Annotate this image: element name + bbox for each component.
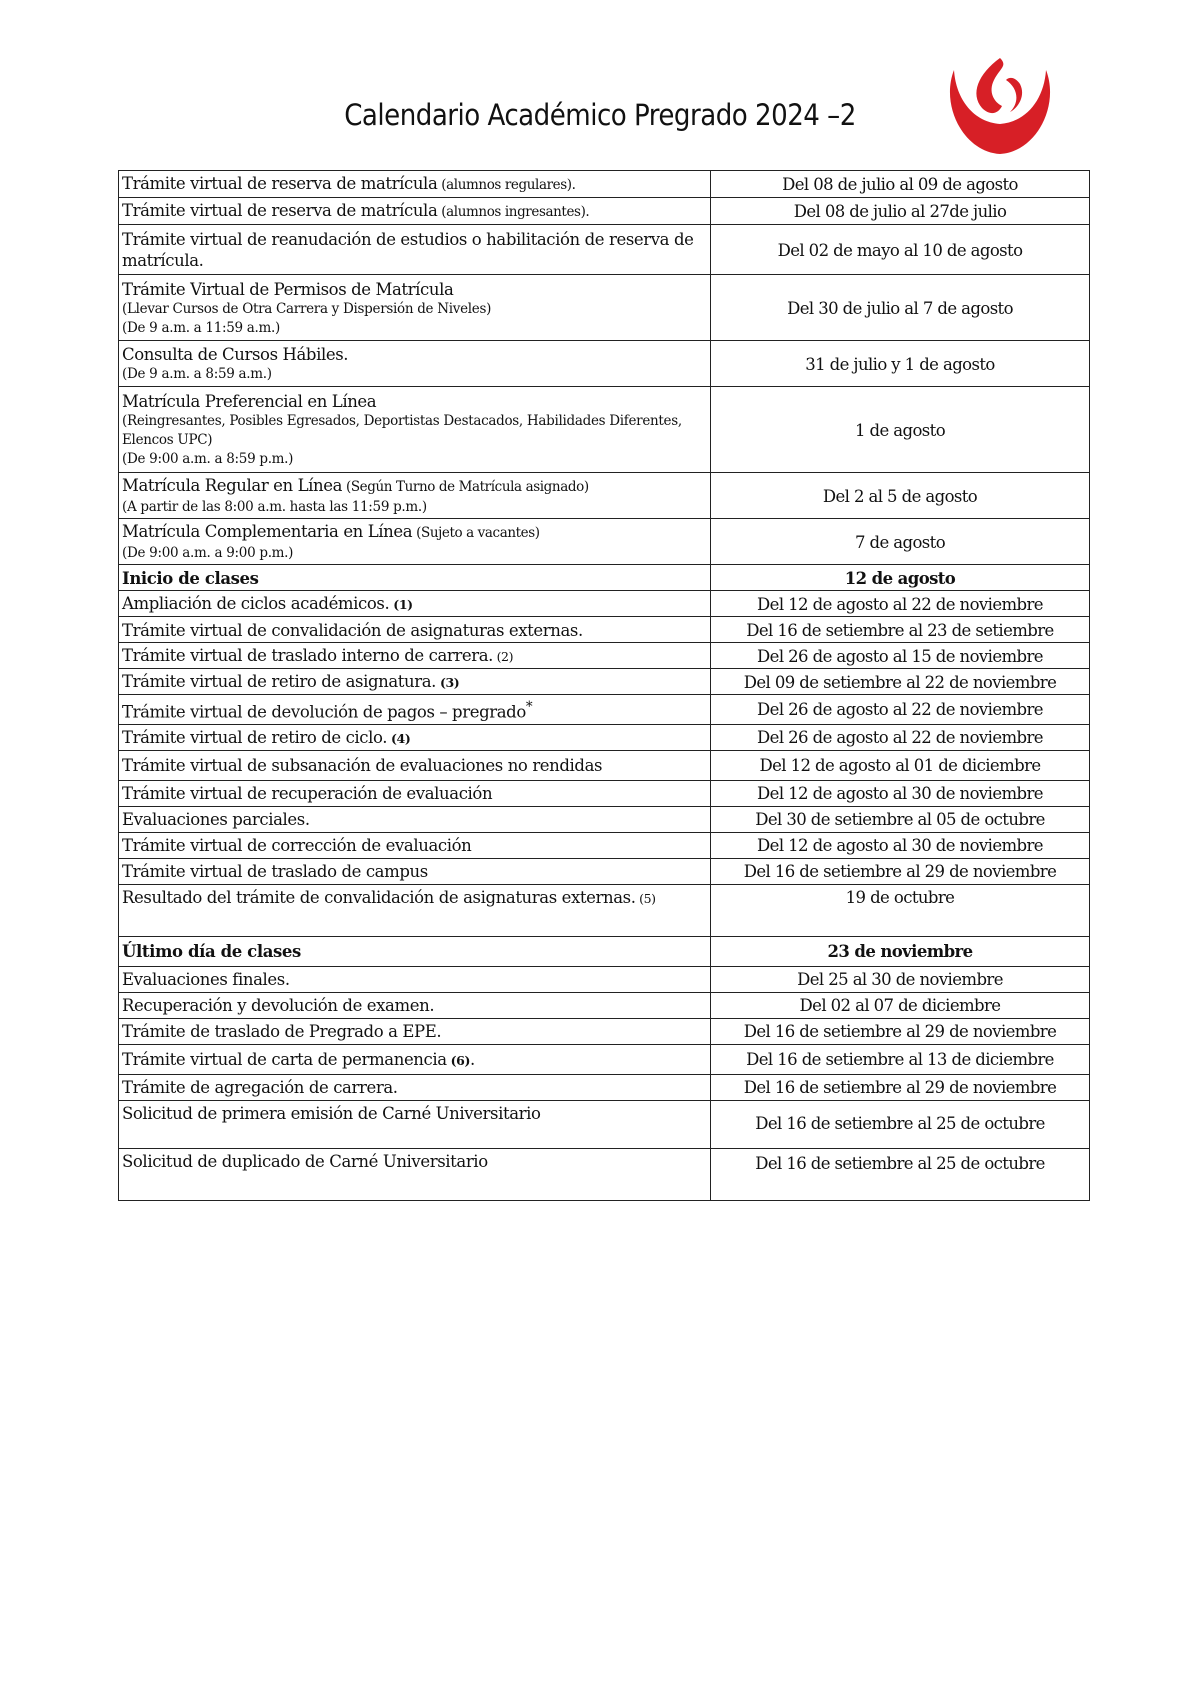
date-cell: Del 16 de setiembre al 25 de octubre: [711, 1148, 1090, 1200]
table-row: [119, 387, 1090, 473]
date-cell: Del 16 de setiembre al 23 de setiembre: [711, 617, 1090, 643]
table-row: [119, 617, 1090, 643]
activity-cell: [119, 750, 711, 780]
activity-label: Trámite virtual de recuperación de evaluación: [122, 784, 493, 803]
activity-cell: [119, 275, 711, 341]
activity-label: Trámite virtual de devolución de pagos – pregrado: [122, 702, 526, 722]
activity-label: Resultado del trámite de convalidación de asignaturas externas.: [122, 887, 636, 907]
activity-detail: (De 9 a.m. a 11:59 a.m.): [122, 319, 281, 336]
date-cell: 12 de agosto: [711, 565, 1090, 591]
activity-label: Matrícula Complementaria en Línea: [122, 522, 413, 541]
activity-label: Trámite virtual de subsanación de evaluaciones no rendidas: [122, 756, 603, 775]
activity-label: Evaluaciones parciales.: [122, 810, 310, 829]
activity-qualifier: (Sujeto a vacantes): [412, 525, 540, 541]
date-cell: 31 de julio y 1 de agosto: [711, 341, 1090, 387]
footnote-ref: (4): [387, 730, 411, 746]
activity-cell: [119, 1100, 711, 1148]
page-title: Calendario Académico Pregrado 2024 –2: [344, 98, 856, 132]
activity-cell: [119, 724, 711, 750]
activity-label: Trámite virtual de carta de permanencia: [122, 1049, 447, 1069]
activity-cell: [119, 1018, 711, 1044]
activity-label: Trámite virtual de convalidación de asignaturas externas.: [122, 620, 583, 640]
date-cell: Del 08 de julio al 09 de agosto: [711, 171, 1090, 198]
activity-cell: [119, 341, 711, 387]
activity-cell: [119, 858, 711, 884]
activity-qualifier: (Según Turno de Matrícula asignado): [342, 479, 589, 495]
activity-detail: (Llevar Cursos de Otra Carrera y Dispersión de Niveles): [122, 300, 492, 317]
activity-label: Trámite virtual de reserva de matrícula: [122, 174, 438, 193]
activity-label: Trámite virtual de reanudación de estudios o habilitación de reserva de matrícula.: [122, 230, 694, 270]
date-cell: Del 30 de julio al 7 de agosto: [711, 275, 1090, 341]
activity-label: Inicio de clases: [122, 568, 259, 588]
activity-cell: [119, 225, 711, 275]
activity-label: Último día de clases: [122, 942, 301, 961]
footnote-ref: (3): [436, 675, 460, 690]
activity-cell: [119, 1044, 711, 1074]
date-cell: Del 12 de agosto al 22 de noviembre: [711, 591, 1090, 617]
activity-detail: (De 9:00 a.m. a 9:00 p.m.): [122, 545, 294, 561]
date-cell: Del 16 de setiembre al 29 de noviembre: [711, 858, 1090, 884]
activity-cell: [119, 565, 711, 591]
table-row: [119, 832, 1090, 858]
activity-label: Consulta de Cursos Hábiles.: [122, 345, 349, 364]
asterisk-mark: *: [525, 699, 533, 715]
table-row: [119, 724, 1090, 750]
activity-detail: (De 9:00 a.m. a 8:59 p.m.): [122, 451, 294, 467]
footnote-ref: (1): [389, 597, 413, 612]
date-cell: 7 de agosto: [711, 519, 1090, 565]
table-row: [119, 992, 1090, 1018]
date-cell: 23 de noviembre: [711, 936, 1090, 966]
activity-label: Trámite virtual de traslado interno de carrera.: [122, 646, 493, 665]
date-cell: Del 26 de agosto al 22 de noviembre: [711, 695, 1090, 725]
activity-cell: [119, 992, 711, 1018]
table-row: [119, 858, 1090, 884]
table-row: [119, 1044, 1090, 1074]
activity-qualifier: (alumnos ingresantes).: [437, 204, 590, 220]
table-row: [119, 1018, 1090, 1044]
activity-cell: [119, 198, 711, 225]
activity-qualifier: (alumnos regulares).: [437, 177, 576, 193]
date-cell: Del 09 de setiembre al 22 de noviembre: [711, 669, 1090, 695]
date-cell: Del 26 de agosto al 15 de noviembre: [711, 643, 1090, 669]
date-cell: Del 12 de agosto al 30 de noviembre: [711, 780, 1090, 806]
date-cell: Del 30 de setiembre al 05 de octubre: [711, 806, 1090, 832]
table-row: [119, 695, 1090, 725]
activity-cell: [119, 806, 711, 832]
footnote-ref: (5): [635, 890, 656, 906]
activity-cell: [119, 695, 711, 725]
activity-cell: [119, 473, 711, 519]
activity-label: Solicitud de duplicado de Carné Universitario: [122, 1151, 488, 1171]
activity-label: Evaluaciones finales.: [122, 970, 290, 989]
activity-cell: [119, 1148, 711, 1200]
activity-label: Trámite Virtual de Permisos de Matrícula: [122, 279, 454, 299]
activity-label: Solicitud de primera emisión de Carné Universitario: [122, 1103, 541, 1123]
activity-detail: (Reingresantes, Posibles Egresados, Deportistas Destacados, Habilidades Diferentes, Elencos UPC): [122, 413, 682, 448]
table-row: [119, 473, 1090, 519]
date-cell: Del 16 de setiembre al 25 de octubre: [711, 1100, 1090, 1148]
activity-cell: [119, 171, 711, 198]
activity-label: Trámite de traslado de Pregrado a EPE.: [122, 1022, 442, 1041]
table-row: [119, 780, 1090, 806]
table-row: [119, 1148, 1090, 1200]
table-row: [119, 806, 1090, 832]
activity-label: Recuperación y devolución de examen.: [122, 996, 435, 1015]
activity-label: Ampliación de ciclos académicos.: [122, 594, 390, 613]
activity-tail: .: [469, 1049, 475, 1069]
table-row: [119, 936, 1090, 966]
table-row: [119, 565, 1090, 591]
table-row: [119, 643, 1090, 669]
table-row: [119, 198, 1090, 225]
activity-cell: [119, 387, 711, 473]
activity-label: Trámite virtual de corrección de evaluación: [122, 836, 472, 855]
table-row: [119, 341, 1090, 387]
date-cell: Del 08 de julio al 27de julio: [711, 198, 1090, 225]
date-cell: Del 26 de agosto al 22 de noviembre: [711, 724, 1090, 750]
date-cell: Del 02 de mayo al 10 de agosto: [711, 225, 1090, 275]
activity-cell: [119, 617, 711, 643]
date-cell: Del 12 de agosto al 30 de noviembre: [711, 832, 1090, 858]
activity-cell: [119, 966, 711, 992]
table-row: [119, 966, 1090, 992]
activity-cell: [119, 519, 711, 565]
date-cell: Del 2 al 5 de agosto: [711, 473, 1090, 519]
table-row: [119, 1074, 1090, 1100]
date-cell: Del 25 al 30 de noviembre: [711, 966, 1090, 992]
activity-label: Matrícula Regular en Línea: [122, 476, 343, 495]
date-cell: Del 16 de setiembre al 29 de noviembre: [711, 1018, 1090, 1044]
date-cell: Del 16 de setiembre al 13 de diciembre: [711, 1044, 1090, 1074]
date-cell: 19 de octubre: [711, 884, 1090, 936]
activity-detail: (A partir de las 8:00 a.m. hasta las 11:59 p.m.): [122, 499, 427, 515]
activity-cell: [119, 591, 711, 617]
table-row: [119, 884, 1090, 936]
activity-label: Trámite virtual de reserva de matrícula: [122, 201, 438, 220]
activity-label: Trámite virtual de retiro de asignatura.: [122, 672, 437, 691]
table-row: [119, 591, 1090, 617]
calendar-table: [118, 170, 1090, 1201]
date-cell: Del 12 de agosto al 01 de diciembre: [711, 750, 1090, 780]
table-row: [119, 669, 1090, 695]
date-cell: Del 02 al 07 de diciembre: [711, 992, 1090, 1018]
activity-cell: [119, 643, 711, 669]
table-row: [119, 750, 1090, 780]
table-row: [119, 1100, 1090, 1148]
activity-cell: [119, 936, 711, 966]
date-cell: 1 de agosto: [711, 387, 1090, 473]
activity-cell: [119, 1074, 711, 1100]
activity-cell: [119, 669, 711, 695]
activity-cell: [119, 832, 711, 858]
activity-label: Matrícula Preferencial en Línea: [122, 392, 377, 411]
table-row: [119, 225, 1090, 275]
activity-label: Trámite virtual de traslado de campus: [122, 862, 428, 881]
upc-logo: [948, 56, 1052, 156]
activity-cell: [119, 884, 711, 936]
footnote-ref: (6): [446, 1052, 470, 1068]
activity-detail: (De 9 a.m. a 8:59 a.m.): [122, 366, 272, 382]
footnote-ref: (2): [493, 649, 514, 664]
table-row: [119, 171, 1090, 198]
table-row: [119, 519, 1090, 565]
activity-label: Trámite virtual de retiro de ciclo.: [122, 727, 388, 747]
activity-label: Trámite de agregación de carrera.: [122, 1078, 398, 1097]
table-row: [119, 275, 1090, 341]
date-cell: Del 16 de setiembre al 29 de noviembre: [711, 1074, 1090, 1100]
activity-cell: [119, 780, 711, 806]
